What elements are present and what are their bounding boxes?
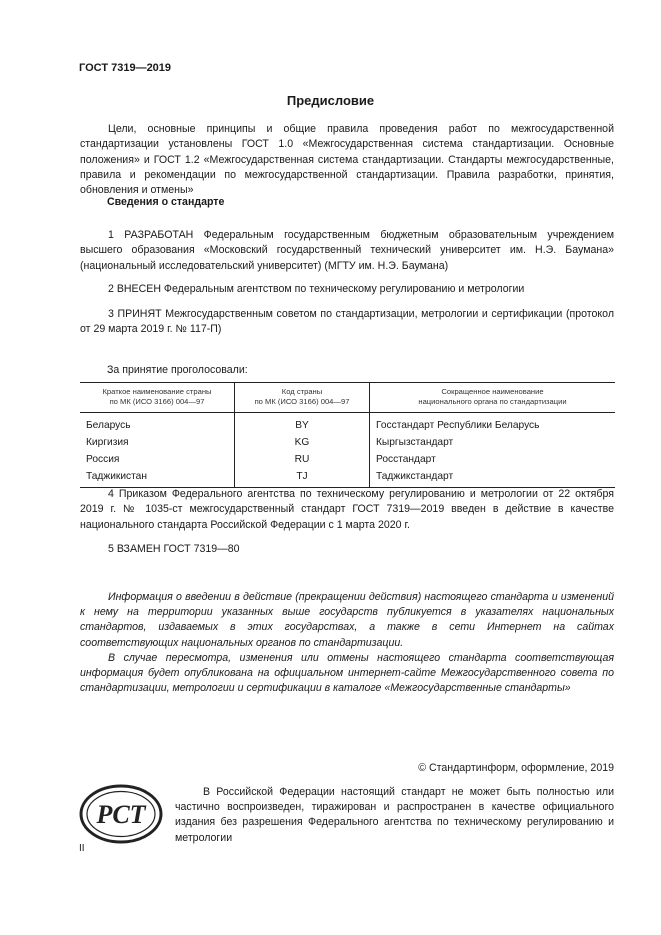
cell-body: Росстандарт (370, 451, 616, 468)
cell-code: RU (235, 451, 370, 468)
header-body-line2: национального органа по стандартизации (418, 397, 567, 406)
header-code-line2: по МК (ИСО 3166) 004—97 (254, 397, 350, 406)
info-notice (80, 590, 614, 696)
cell-code: KG (235, 434, 370, 451)
item-3-text: 3 ПРИНЯТ Межгосударственным советом по стандартизации, метрологии и сертификации (протокол от 29 марта 2019 г. № 117-П) (80, 308, 614, 336)
cell-code: TJ (235, 468, 370, 488)
page-number: II (79, 843, 85, 854)
rf-notice (175, 785, 614, 846)
rst-logo-icon (79, 784, 163, 844)
intro-paragraph (80, 122, 614, 198)
intro-text: Цели, основные принципы и общие правила проведения работ по межгосударственной стандартизации установлены ГОСТ 1.0 «Межгосударственная система стандартизации. Основные положения» и ГОСТ 1.2 «Межгосударственная система стандартизации. Стандарты межгосударственные, правила и рекомендации по межгосударственной стандартизации. Правила разработки, принятия, обновления и отмены» (80, 123, 614, 197)
header-body (370, 383, 616, 413)
table-row (80, 434, 615, 451)
document-code-header: ГОСТ 7319—2019 (79, 62, 172, 74)
item-2-paragraph (80, 282, 614, 297)
cell-country: Россия (86, 454, 120, 465)
header-country-line2: по МК (ИСО 3166) 004—97 (109, 397, 205, 406)
rf-notice-text: В Российской Федерации настоящий стандарт не может быть полностью или частично воспроизведен, тиражирован и распространен в качестве официального издания без разрешения Федерального агентства по техническому регулированию и метрологии (175, 786, 614, 844)
item-2-text: 2 ВНЕСЕН Федеральным агентством по техническому регулированию и метрологии (108, 283, 525, 295)
header-code (235, 383, 370, 413)
logo-lettering: РСТ (96, 800, 146, 829)
info-paragraph-2: В случае пересмотра, изменения или отмены настоящего стандарта соответствующая информация будет опубликована на официальном интернет-сайте Межгосударственного совета по стандартизации, метрологии и сертификации в каталоге «Межгосударственные стандарты» (80, 651, 614, 695)
item-4-text: 4 Приказом Федерального агентства по техническому регулированию и метрологии от 22 октября 2019 г. № 1035-ст межгосударственный стандарт ГОСТ 7319—2019 введен в действие в качестве национального стандарта Российской Федерации с 1 марта 2020 г. (80, 488, 614, 531)
cell-code: BY (235, 413, 370, 435)
item-1-text: 1 РАЗРАБОТАН Федеральным государственным бюджетным образовательным учреждением высшего образования «Московский государственный технический университет им. Н.Э. Баумана» (национальный исследовательский университет) (МГТУ им. Н.Э. Баумана) (80, 229, 614, 272)
item-5-paragraph (80, 542, 614, 557)
item-1-paragraph (80, 228, 614, 274)
section-subheading: Сведения о стандарте (107, 196, 225, 208)
copyright-line: © Стандартинформ, оформление, 2019 (418, 762, 614, 774)
cell-body: Таджикстандарт (370, 468, 616, 488)
header-country (80, 383, 235, 413)
table-row (80, 468, 615, 488)
cell-country: Киргизия (86, 437, 129, 448)
header-country-line1: Краткое наименование страны (102, 387, 212, 396)
page-title: Предисловие (286, 93, 375, 108)
table-row (80, 413, 615, 435)
info-paragraph-1: Информация о введении в действие (прекращении действия) настоящего стандарта и изменений к нему на территории указанных выше государств публикуется в указателях национальных стандартов, издаваемых в этих государствах, а также в сети Интернет на сайтах соответствующих национальных органов по стандартизации. (80, 591, 614, 649)
table-header-row (80, 383, 615, 413)
header-code-line1: Код страны (281, 387, 323, 396)
table-row (80, 451, 615, 468)
item-3-paragraph (80, 307, 614, 338)
voting-table (80, 382, 615, 488)
item-4-paragraph (80, 487, 614, 533)
cell-body: Госстандарт Республики Беларусь (370, 413, 616, 435)
cell-country: Таджикистан (80, 468, 235, 488)
cell-country: Беларусь (86, 420, 131, 431)
item-5-text: 5 ВЗАМЕН ГОСТ 7319—80 (108, 543, 240, 555)
header-body-line1: Сокращенное наименование (441, 387, 544, 396)
vote-label: За принятие проголосовали: (107, 364, 248, 376)
cell-body: Кыргызстандарт (370, 434, 616, 451)
